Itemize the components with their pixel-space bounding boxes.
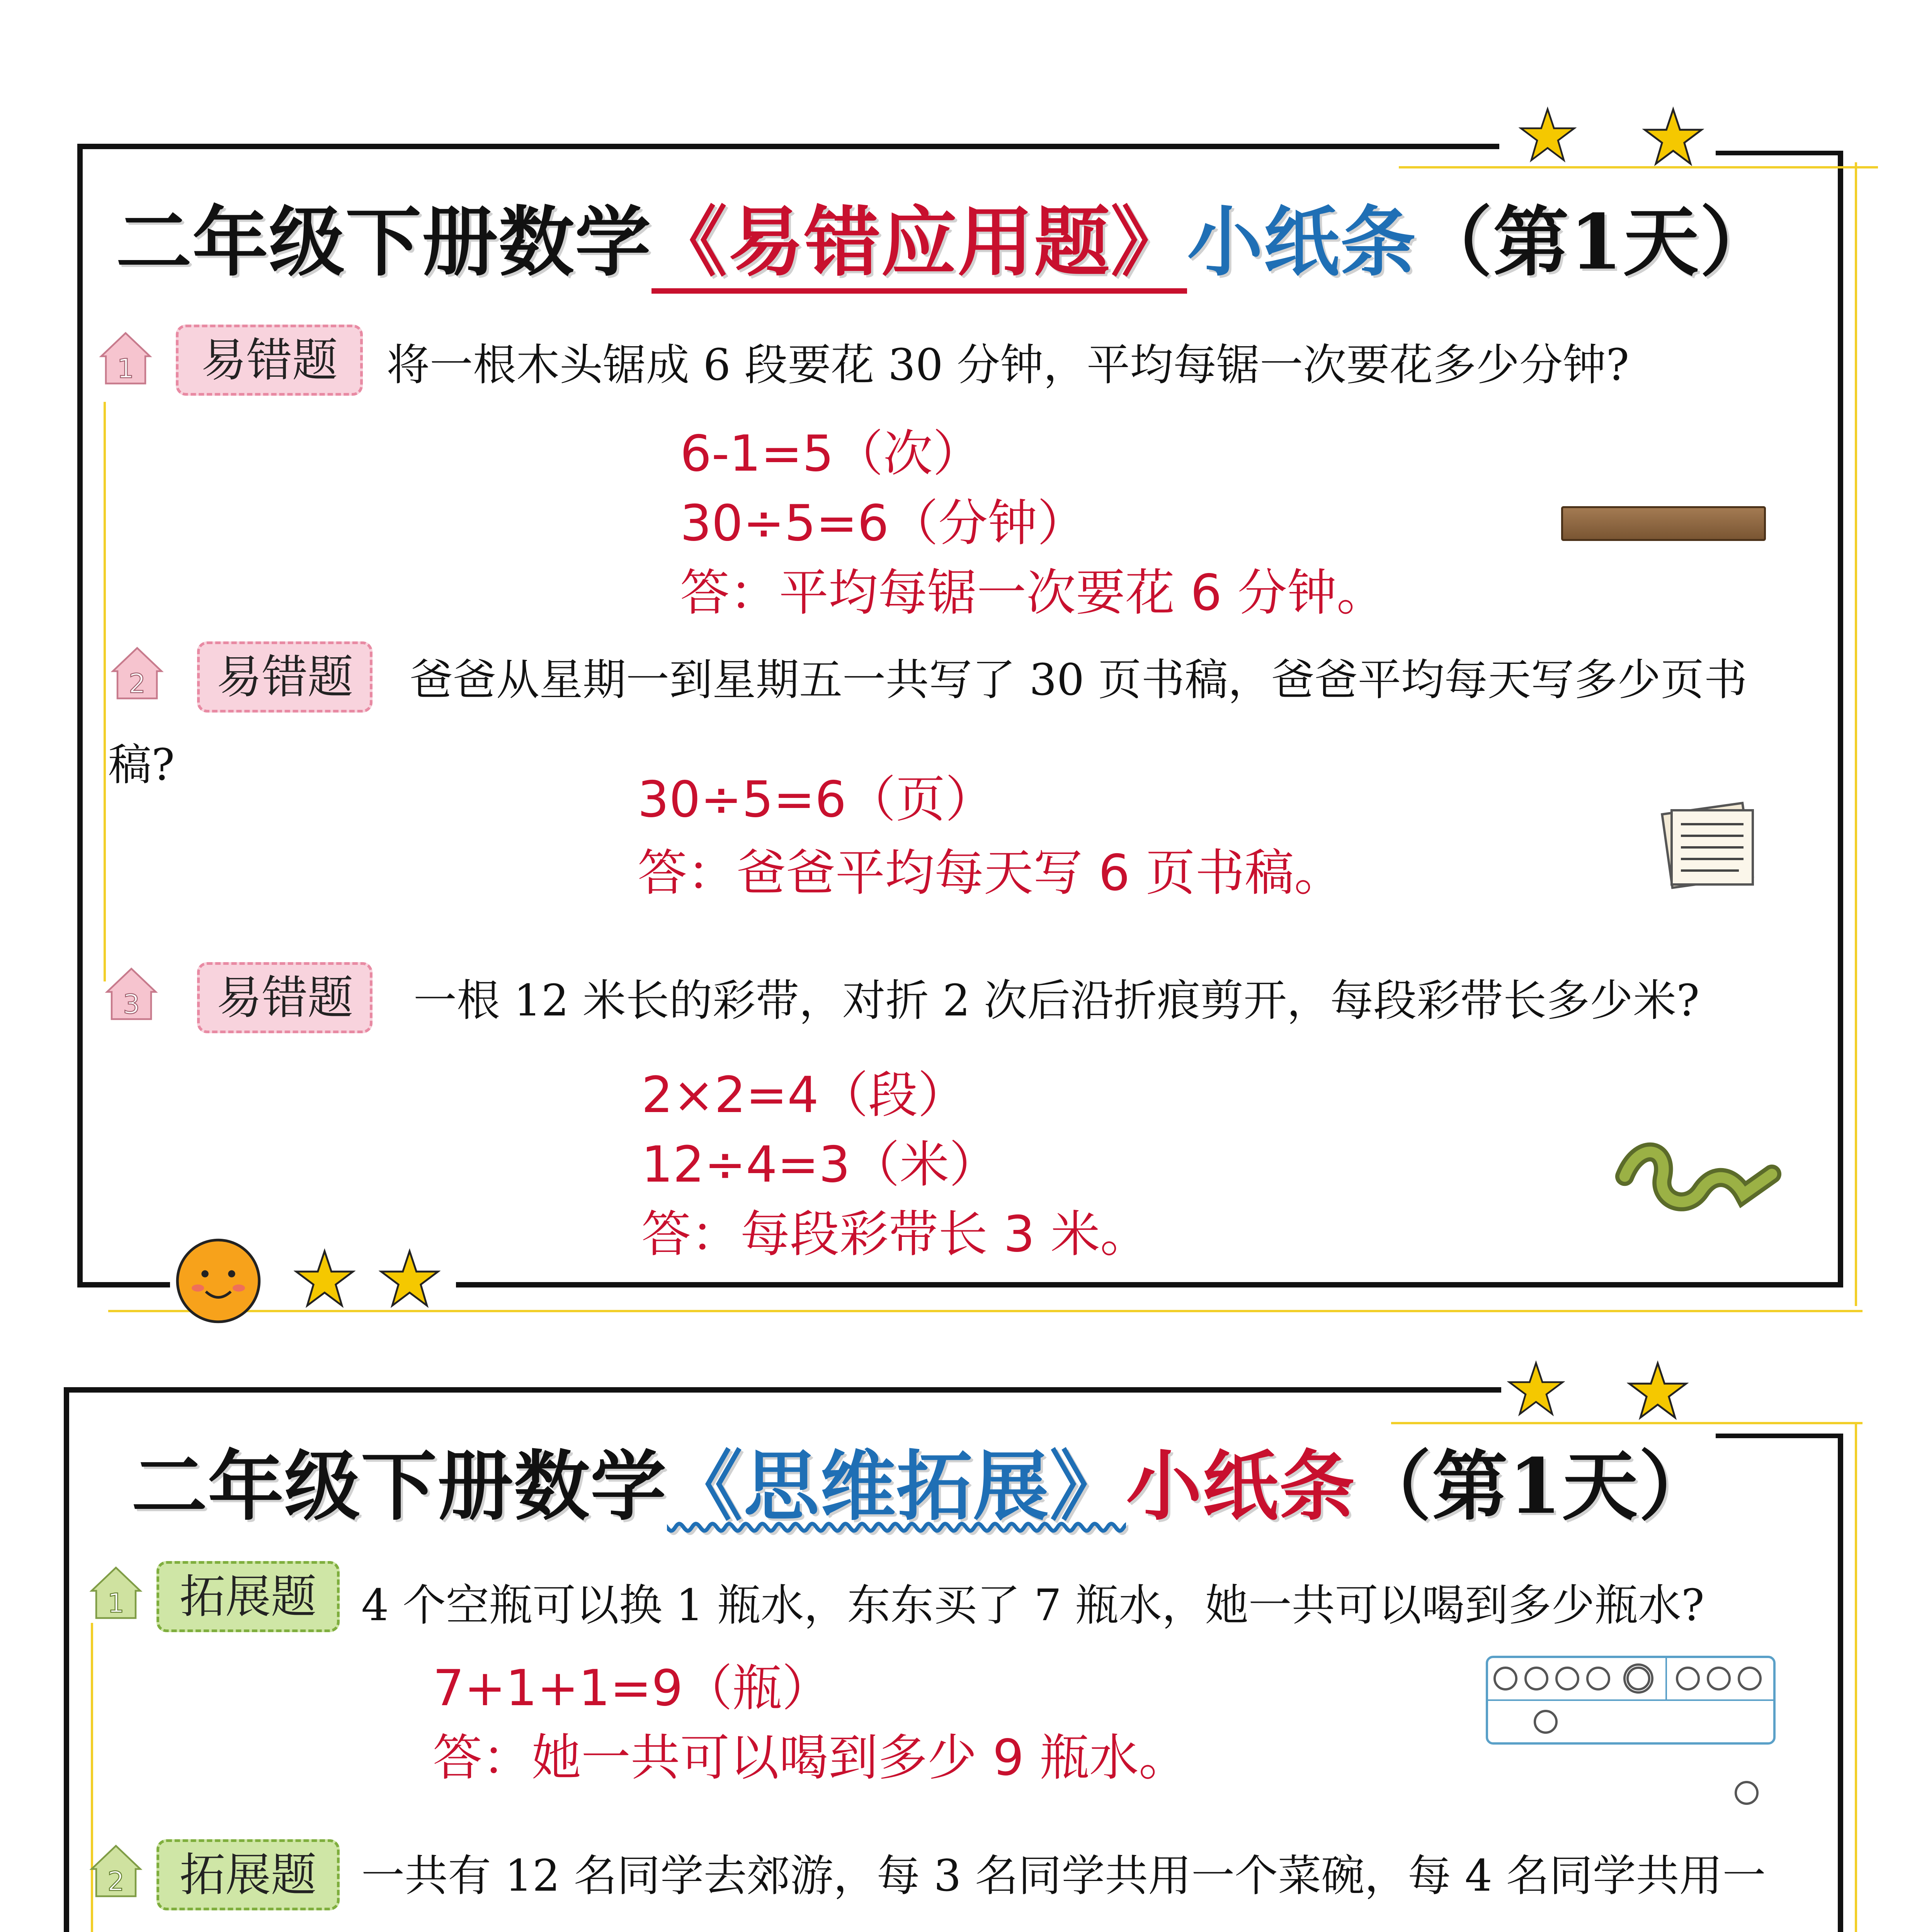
question-text: 4 个空瓶可以换 1 瓶水，东东买了 7 瓶水，她一共可以喝到多少瓶水?: [361, 1580, 1704, 1631]
yellow-line-top-s1: [1399, 166, 1878, 168]
answer-line: 2×2=4（段）: [641, 1066, 967, 1124]
badge-extension-question: 拓展题: [156, 1839, 340, 1910]
title-part-grade: 二年级下册数学: [131, 1442, 667, 1531]
answer-line: 答：爸爸平均每天写 6 页书稿。: [638, 844, 1344, 902]
badge-error-question: 易错题: [176, 325, 363, 396]
yellow-line-right-s1: [1855, 162, 1857, 1306]
yellow-line-right-s2: [1855, 1422, 1857, 1932]
answer-line: 答：每段彩带长 3 米。: [641, 1206, 1150, 1263]
title-part-topic: 《易错应用题》: [651, 198, 1187, 294]
svg-text:1: 1: [117, 353, 134, 384]
ribbon-image: [1615, 1128, 1781, 1236]
star-icon: [1642, 106, 1704, 168]
badge-error-question: 易错题: [197, 641, 373, 713]
badge-extension-question: 拓展题: [156, 1561, 340, 1632]
yellow-line-left-s1: [104, 402, 106, 981]
svg-text:2: 2: [129, 668, 146, 699]
star-icon: [379, 1248, 441, 1310]
frame-top-right-s2: [1716, 1434, 1843, 1438]
house-number-icon: [97, 327, 155, 388]
frame-top-s1: [77, 144, 1499, 149]
star-icon: [1519, 106, 1577, 164]
smiley-face-icon: [174, 1236, 263, 1325]
frame-top-right-s1: [1716, 151, 1843, 155]
yellow-line-bottom-s1: [108, 1310, 1863, 1312]
svg-text:1: 1: [107, 1588, 124, 1619]
frame-right-s2: [1838, 1437, 1843, 1932]
house-number-icon: [102, 962, 160, 1024]
question-text: 爸爸从星期一到星期五一共写了 30 页书稿，爸爸平均每天写多少页书稿?: [108, 655, 1747, 790]
star-icon: [1507, 1360, 1565, 1418]
question-text: 将一根木头锯成 6 段要花 30 分钟，平均每锯一次要花多少分钟?: [386, 340, 1630, 390]
answer-line: 30÷5=6（页）: [638, 771, 995, 828]
title-part-grade: 二年级下册数学: [116, 198, 652, 287]
answer-line: 12÷4=3（米）: [641, 1136, 999, 1194]
wood-plank-image: [1561, 506, 1766, 541]
star-icon: [1627, 1360, 1689, 1422]
title-part-note: 小纸条: [1187, 198, 1417, 287]
answer-line: 7+1+1=9（瓶）: [433, 1660, 832, 1717]
title-part-topic: 《思维拓展》: [667, 1442, 1126, 1531]
page-title-s1: [116, 182, 1776, 291]
papers-image: [1646, 792, 1774, 900]
frame-top-s2: [64, 1387, 1501, 1393]
frame-left-s1: [77, 144, 83, 1287]
svg-text:2: 2: [107, 1866, 124, 1897]
yellow-line-top-s2: [1391, 1422, 1863, 1424]
bottle-circles-diagram: [1484, 1654, 1778, 1816]
page-title-s2: [131, 1426, 1715, 1535]
frame-bottom-right-s1: [456, 1282, 1843, 1287]
title-part-day: （第1天）: [1356, 1442, 1715, 1531]
badge-error-question: 易错题: [197, 962, 373, 1033]
answer-line: 答：平均每锯一次要花 6 分钟。: [680, 564, 1386, 622]
answer-line: 6-1=5（次）: [680, 425, 982, 483]
title-part-note: 小纸条: [1126, 1442, 1356, 1531]
frame-left-s2: [64, 1387, 69, 1932]
question-text: 一根 12 米长的彩带，对折 2 次后沿折痕剪开，每段彩带长多少米?: [413, 976, 1700, 1026]
title-part-day: （第1天）: [1417, 198, 1776, 287]
answer-line: 答：她一共可以喝到多少 9 瓶水。: [433, 1729, 1188, 1787]
star-icon: [294, 1248, 356, 1310]
answer-line: 30÷5=6（分钟）: [680, 495, 1087, 552]
svg-text:3: 3: [123, 989, 140, 1020]
question-text: 一共有 12 名同学去郊游，每 3 名同学共用一个菜碗，每 4 名同学共用一: [361, 1851, 1766, 1901]
frame-bottom-left-s1: [77, 1282, 170, 1287]
